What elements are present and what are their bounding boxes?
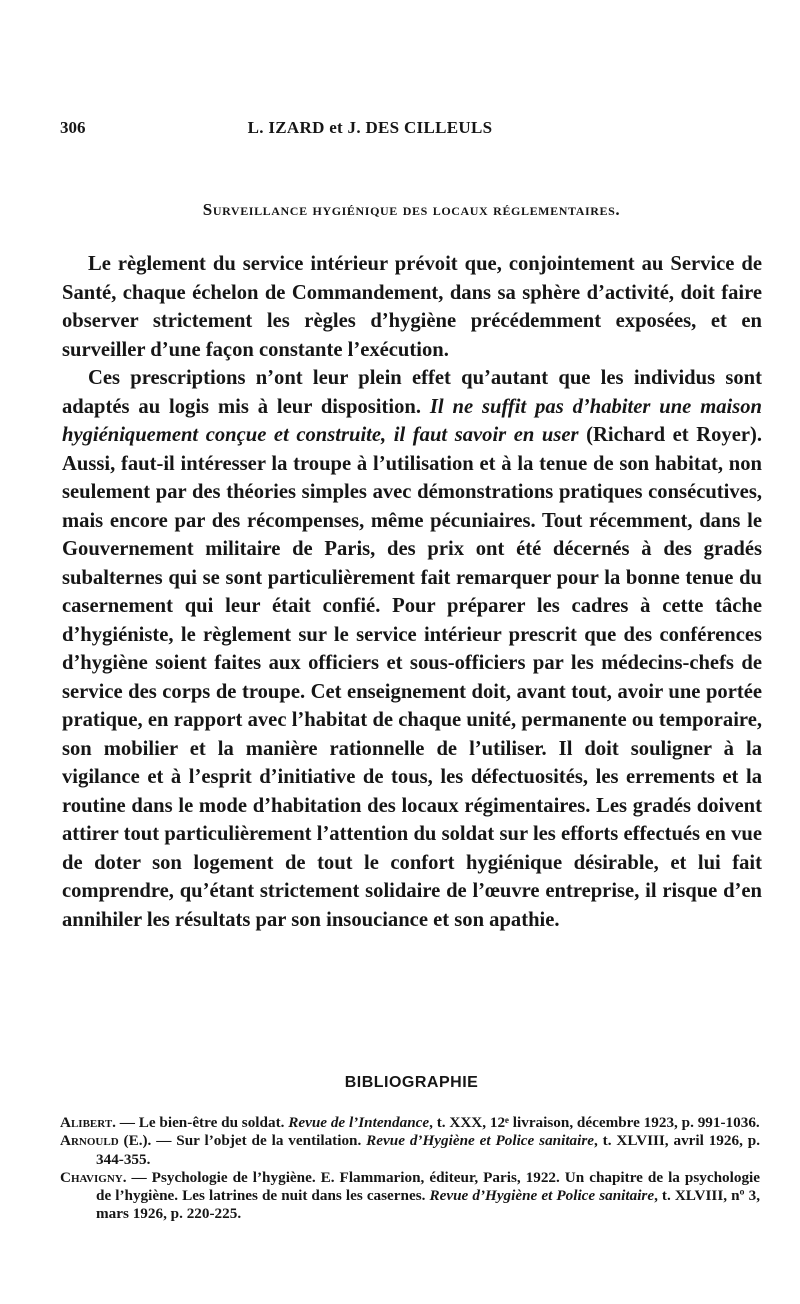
entry-details: , t. XLVIII, nº 3, mars 1926, p. 220-225. [96, 1187, 760, 1223]
bibliography-entry [60, 1169, 760, 1224]
section-title: Surveillance hygiénique des locaux réglementaires. [202, 200, 621, 219]
entry-text: — Le bien-être du soldat. [115, 1114, 289, 1131]
entry-author: Arnould (E.). [60, 1132, 152, 1150]
paragraph-2-quote: Il ne suffit pas d’habiter une maison hygiéniquement conçue et construite, il faut savoir en user [62, 395, 762, 446]
paragraph-1: Le règlement du service intérieur prévoit que, conjointement au Service de Santé, chaque échelon de Commandement, dans sa sphère d’activité, doit faire observer strictement les règles d’hygiène précédemment exposées, et en surveiller d’une façon constante l’exécution. [62, 253, 762, 361]
entry-journal: Revue de l’Intendance [288, 1114, 430, 1131]
bibliography-list [60, 1114, 760, 1224]
paragraph-2-text-b: (Richard et Royer). Aussi, faut-il intéresser la troupe à l’utilisation et à la tenue de son habitat, non seulement par des théories simples avec démonstrations pratiques consécutives, mais encore par des récompenses, même pécuniaires. Tout récemment, dans le Gouvernement militaire de Paris, des prix ont été décernés à des gradés subalternes qui se sont particulièrement fait remarquer pour la bonne tenue du casernement qui leur était confié. Pour préparer les cadres à cette tâche d’hygiéniste, le règlement sur le service intérieur prescrit que des conférences d’hygiène soient faites aux officiers et sous-officiers par les médecins-chefs de service des corps de troupe. Cet enseignement doit, avant tout, avoir une portée pratique, en rapport avec l’habitat de chaque unité, permanente ou temporaire, son mobilier et la manière rationnelle de l’utiliser. Il doit souligner à la vigilance et à l’esprit d’initiative de tous, les défectuosités, les errements et la routine dans le mode d’habitation des locaux régimentaires. Les gradés doivent attirer tout particulièrement l’attention du soldat sur les efforts effectués en vue de doter son logement de tout le confort hygiénique désirable, et lui fait comprendre, qu’étant strictement solidaire de l’œuvre entreprise, il risque d’en annihiler les résultats par son insouciance et son apathie. [62, 424, 762, 931]
entry-details: , t. XLVIII, avril 1926, p. 344-355. [96, 1132, 761, 1168]
entry-author: Alibert. [60, 1114, 116, 1131]
body-text [62, 250, 762, 934]
page-header [60, 118, 763, 142]
bibliography-entry [60, 1132, 760, 1169]
page-number: 306 [60, 118, 86, 137]
entry-journal: Revue d’Hygiène et Police sanitaire [429, 1187, 655, 1205]
entry-text: — Sur l’objet de la ventilation. [151, 1132, 367, 1150]
entry-details: , t. XXX, 12ᵉ livraison, décembre 1923, p. 991-1036. [429, 1114, 760, 1131]
entry-author: Chavigny. [60, 1168, 127, 1186]
paragraph-2-text-a: Ces prescriptions n’ont leur plein effet qu’autant que les individus sont adaptés au logis mis à leur disposition. [62, 367, 762, 418]
bibliography-heading: BIBLIOGRAPHIE [344, 1074, 479, 1091]
entry-text: — Psychologie de l’hygiène. E. Flammarion, éditeur, Paris, 1922. Un chapitre de la psychologie de l’hygiène. Les latrines de nuit dans les casernes. [96, 1168, 760, 1205]
running-head: L. IZARD et J. DES CILLEULS [247, 118, 493, 137]
entry-journal: Revue d’Hygiène et Police sanitaire [366, 1132, 595, 1150]
bibliography-entry [60, 1114, 760, 1132]
paragraph-2 [62, 364, 762, 934]
